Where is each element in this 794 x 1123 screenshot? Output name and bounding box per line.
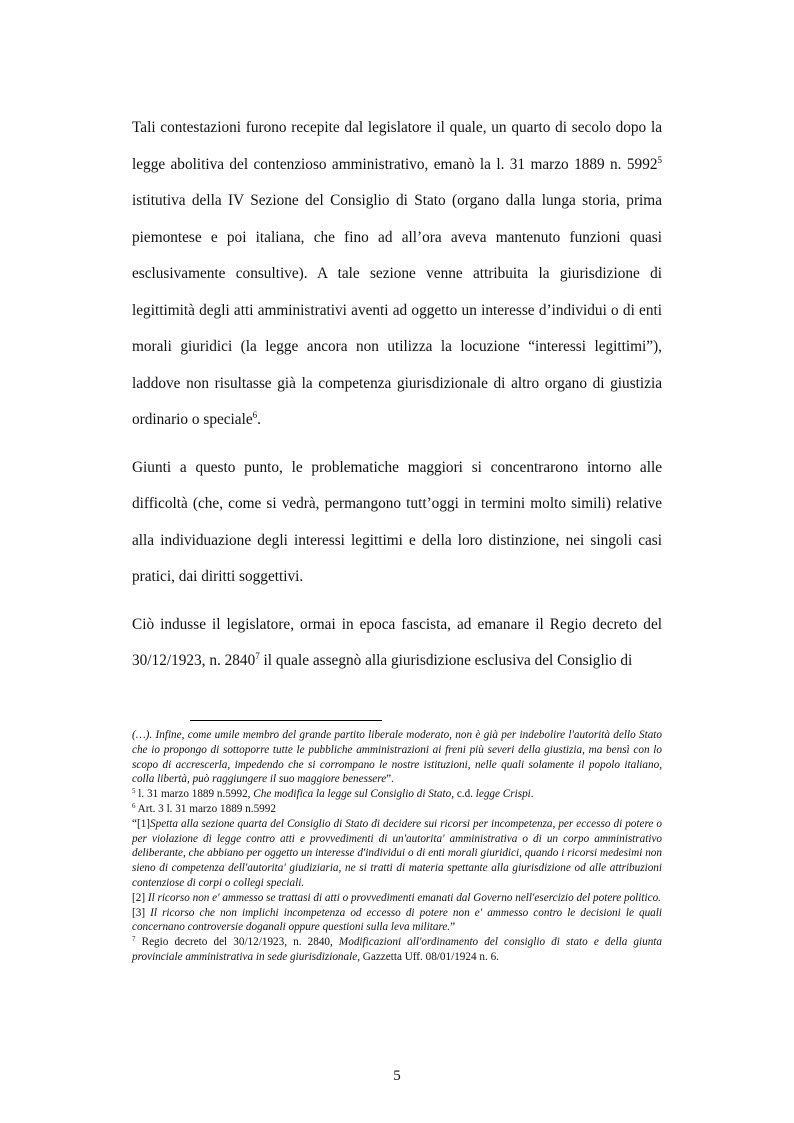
main-text xyxy=(132,110,662,680)
footnote-ref-5[interactable]: 5 xyxy=(657,154,662,165)
paragraph-1: Tali contestazioni furono recepite dal legislatore il quale, un quarto di secolo dopo la legge abolitiva del contenzioso amministrativo, emanò la l. 31 marzo 1889 n. 5992$^5$ istitutiva della IV Sezione del Consiglio di Stato (organo dalla lunga storia, prima piemontese e poi italiana, che fino ad all’ora aveva mantenuto funzioni quasi esclusivamente consultive). A tale sezione venne attribuita la giurisdizione di legittimità degli atti amministrativi aventi ad oggetto un interesse d’individui o di enti morali giuridici (la legge ancora non utilizza la locuzione “interessi legittimi”), laddove non risultasse già la competenza giurisdizionale di altro organo di giustizia ordinario o speciale$^6$. xyxy=(132,119,662,428)
footnote-ref-7[interactable]: 7 xyxy=(255,651,260,661)
footnote-6: $^6$ Art. 3 l. 31 marzo 1889 n.5992 xyxy=(132,801,276,815)
paragraph-3: Ciò indusse il legislatore, ormai in epoca fascista, ad emanare il Regio decreto del 30/12/1923, n. 2840$^7$ il quale assegnò alla giurisdizione esclusiva del Consiglio di xyxy=(132,615,662,669)
footnote-6-clause-3: [3] Il ricorso che non implichi incompetenza od eccesso di potere non e' ammesso contro le decisioni le quali concernano controversie doganali oppure questioni sulla leva militare.” xyxy=(132,906,662,934)
footnote-5: $^5$ l. 31 marzo 1889 n.5992, Che modifica la legge sul Consiglio di Stato, c.d. legge Crispi. xyxy=(132,787,534,801)
footnote-7: $^7$ Regio decreto del 30/12/1923, n. 2840, Modificazioni all'ordinamento del consiglio di stato e della giunta provinciale amministrativa in sede giurisdizionale, Gazzetta Uff. 08/01/1924 n. 6. xyxy=(132,935,662,963)
page-number: 5 xyxy=(393,1068,401,1084)
paragraph-2: Giunti a questo punto, le problematiche maggiori si concentrarono intorno alle difficoltà (che, come si vedrà, permangono tutt’oggi in termini molto simili) relative alla individuazione degli interessi legittimi e della loro distinzione, nei singoli casi pratici, dai diritti soggettivi. xyxy=(132,458,662,585)
footnotes xyxy=(132,728,662,965)
footnote-continuation: (…). Infine, come umile membro del grande partito liberale moderato, non è già per indebolire l'autorità dello Stato che io propongo di sottoporre tutte le pubbliche amministrazioni ai freni più severi della giustizia, ma bensì con lo scopo di accrescerla, impedendo che si corrompano le nostre istituzioni, nelle quali solamente il popolo italiano, colla libertà, può raggiungere il suo maggiore benessere”. xyxy=(132,729,662,786)
footnote-6-clause-1: “[1]Spetta alla sezione quarta del Consiglio di Stato di decidere sui ricorsi per incompetenza, per eccesso di potere o per violazione di legge contro atti e provvedimenti di un'autorita' amministrativa o di un corpo amministrativo deliberante, che abbiano per oggetto un interesse d'individui o di enti morali giuridici, quando i ricorsi medesimi non sieno di competenza dell'autorita' giudiziaria, ne si tratti di materia spettante alla giurisdizione od alle attribuzioni contenziose di corpi o collegi speciali. xyxy=(132,817,662,889)
footnote-ref-6[interactable]: 6 xyxy=(252,410,258,420)
footnote-6-clause-2: [2] Il ricorso non e' ammesso se trattasi di atti o provvedimenti emanati dal Governo nell'esercizio del potere politico. xyxy=(132,891,661,904)
footnote-separator xyxy=(190,720,382,721)
